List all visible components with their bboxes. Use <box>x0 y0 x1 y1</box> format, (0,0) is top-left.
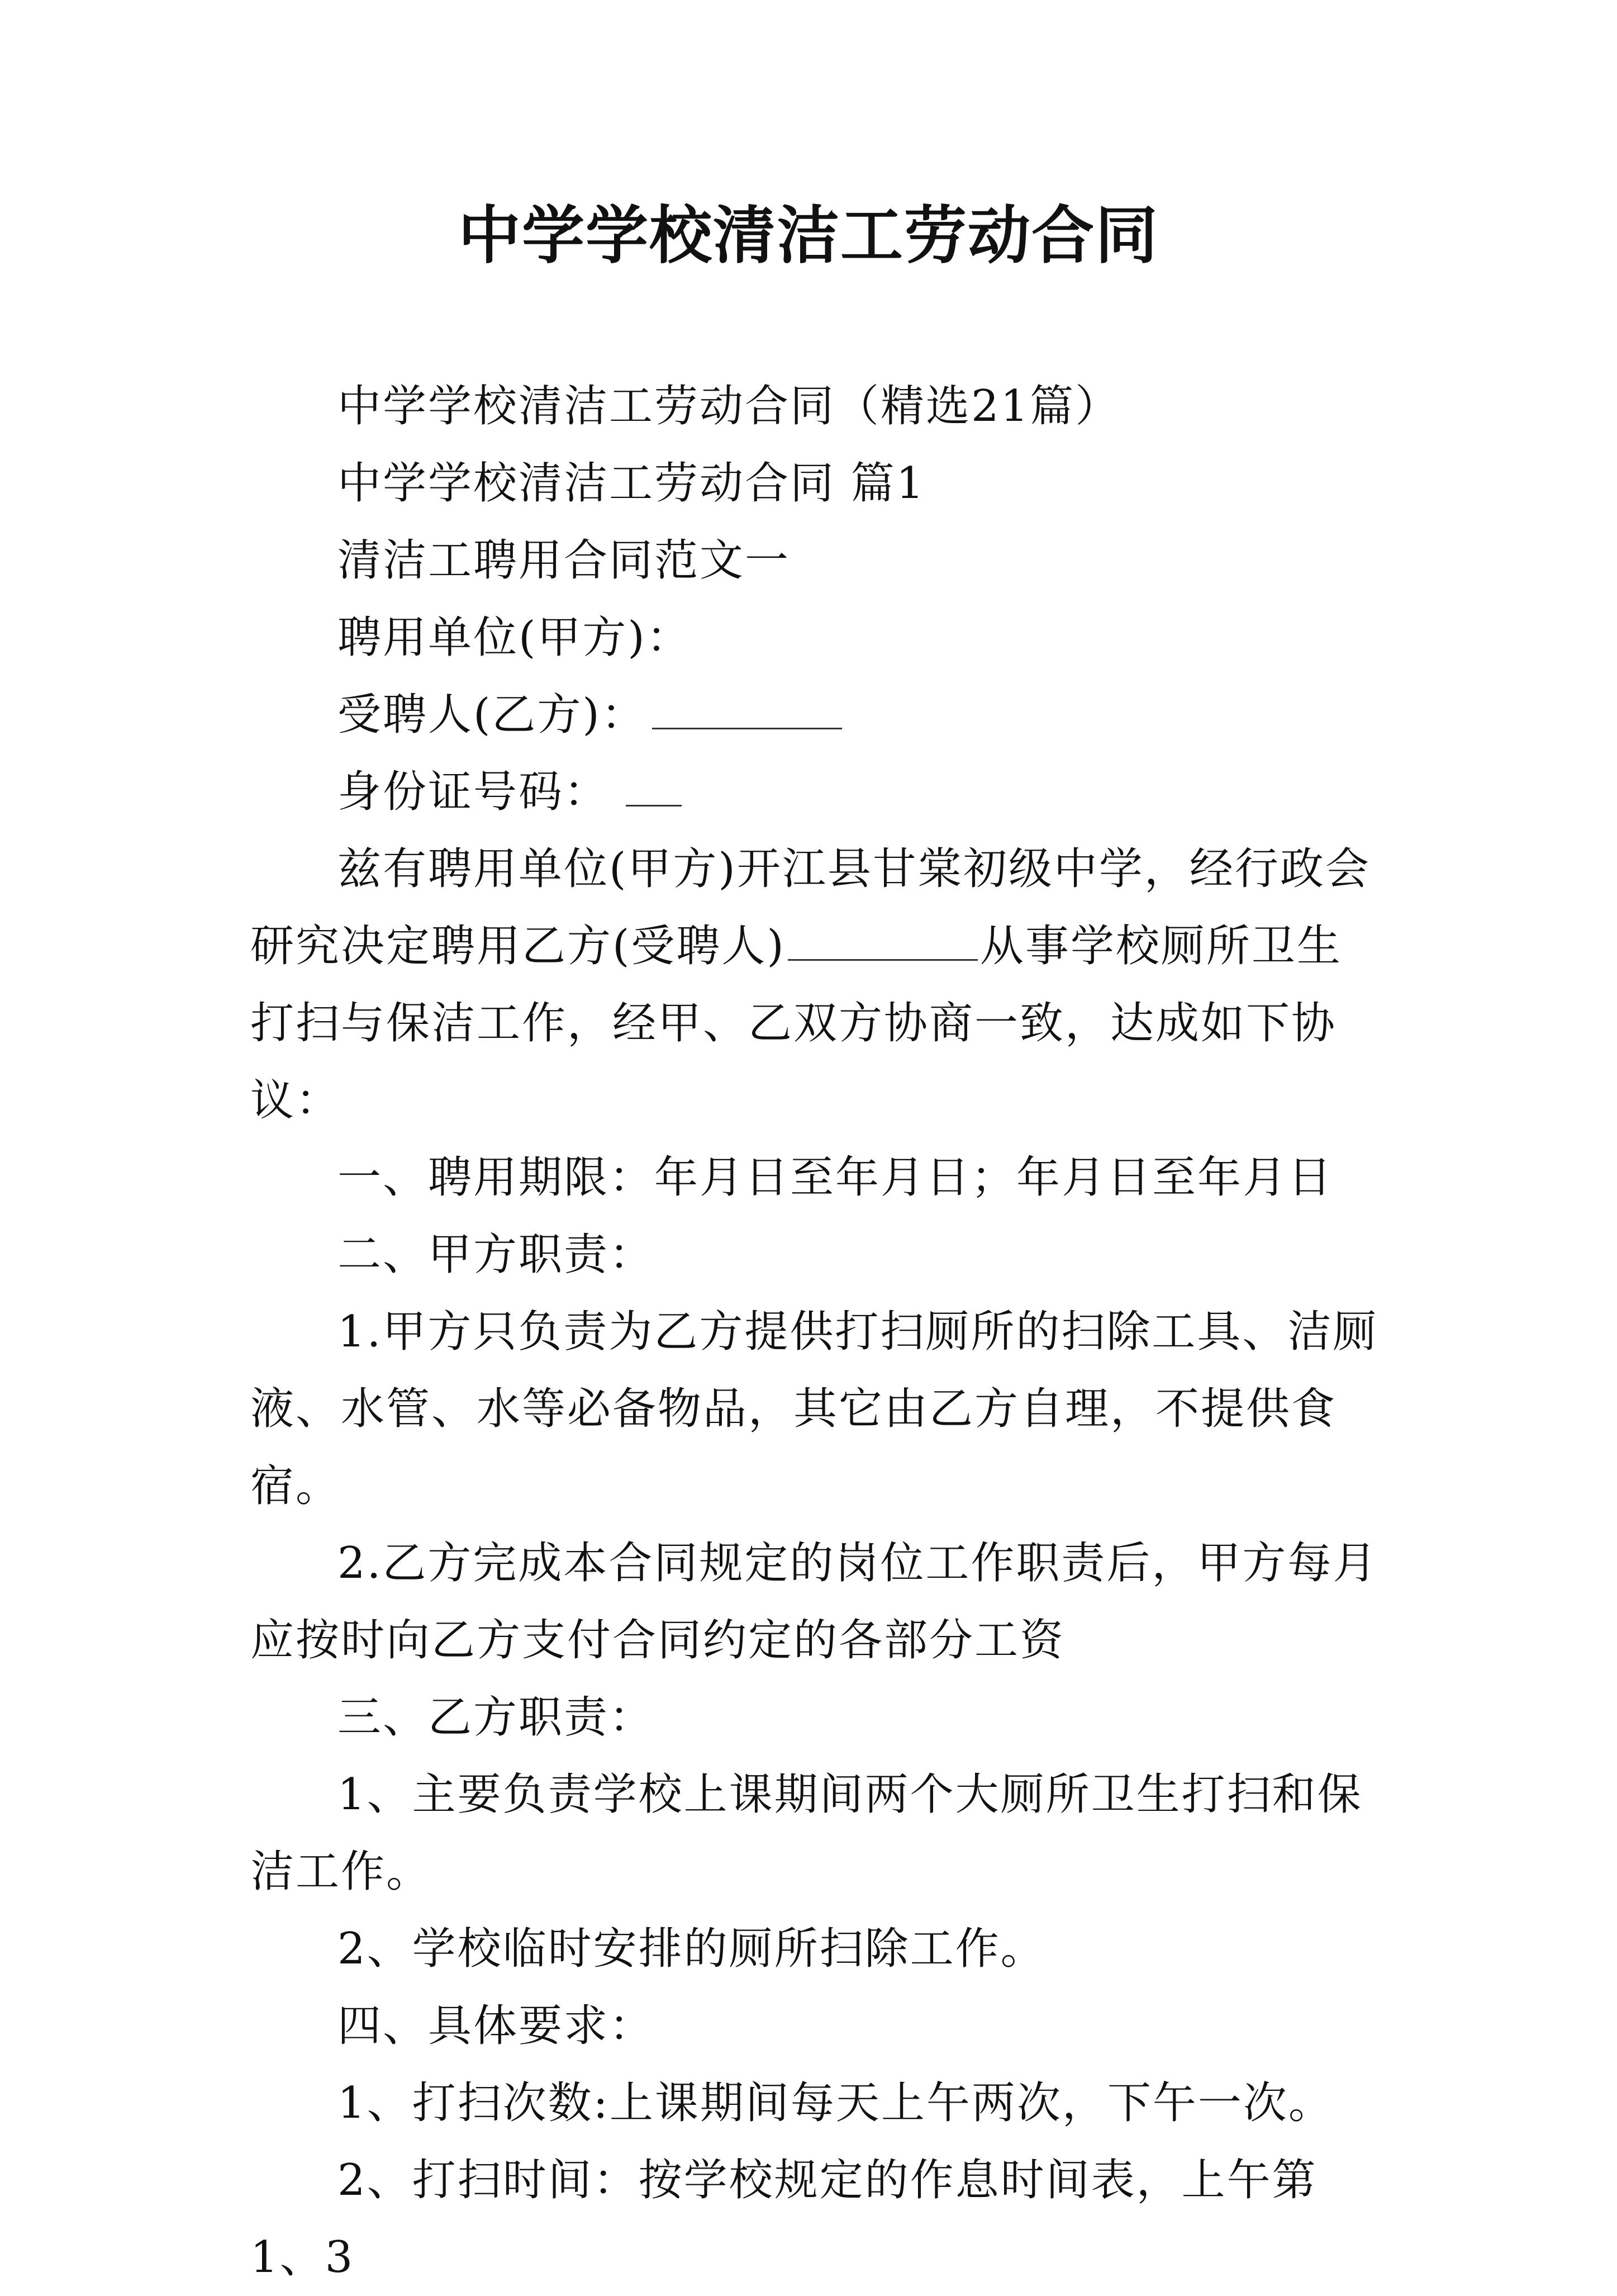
paragraph-party-b-duties-heading: 三、乙方职责： <box>337 1692 655 1743</box>
paragraph-requirement-2: 2、打扫时间：按学校规定的作息时间表，上午第1、3 <box>250 2155 1318 2283</box>
paragraph-party-a-duties-heading: 二、甲方职责： <box>337 1230 655 1280</box>
paragraph-party-b-duty-1: 1、主要负责学校上课期间两个大厕所卫生打扫和保洁工作。 <box>250 1770 1363 1897</box>
paragraph-employer: 聘用单位(甲方)： <box>337 613 692 663</box>
paragraph-requirement-1: 1、打扫次数:上课期间每天上午两次，下午一次。 <box>337 2078 1334 2128</box>
employee-blank-line <box>652 727 842 729</box>
preamble-part-2: 从事学校厕所卫生打扫与保洁工作，经甲、乙双方协商一致，达成如下协议： <box>250 921 1342 1126</box>
paragraph-employee <box>250 676 1379 753</box>
paragraph-party-a-duty-1: 1.甲方只负责为乙方提供打扫厕所的扫除工具、洁厕液、水管、水等必备物品，其它由乙方自理，不提供食宿。 <box>250 1307 1378 1511</box>
paragraph-party-b-duty-2: 2、学校临时安排的厕所扫除工作。 <box>337 1924 1046 1974</box>
paragraph-subtitle: 中学学校清洁工劳动合同（精选21篇） <box>337 381 1121 431</box>
employee-label: 受聘人(乙方)： <box>337 690 646 740</box>
id-number-label: 身份证号码： <box>337 767 610 817</box>
document-body <box>250 368 1379 2296</box>
preamble-blank-line <box>788 959 978 961</box>
paragraph-section-heading: 中学学校清洁工劳动合同 篇1 <box>337 458 926 509</box>
document-title: 中学学校清洁工劳动合同 <box>458 199 1159 272</box>
paragraph-id-number <box>250 753 1379 831</box>
paragraph-requirements-heading: 四、具体要求： <box>337 2001 655 2051</box>
paragraph-template-name: 清洁工聘用合同范文一 <box>337 535 791 586</box>
paragraph-preamble <box>250 831 1379 1139</box>
preamble-part-1: 兹有聘用单位(甲方)开江县甘棠初级中学，经行政会研究决定聘用乙方(受聘人) <box>250 844 1371 971</box>
paragraph-term: 一、聘用期限：年月日至年月日；年月日至年月日 <box>337 1152 1334 1203</box>
id-number-blank-line <box>626 804 682 807</box>
paragraph-party-a-duty-2: 2.乙方完成本合同规定的岗位工作职责后，甲方每月应按时向乙方支付合同约定的各部分工资 <box>250 1538 1378 1666</box>
